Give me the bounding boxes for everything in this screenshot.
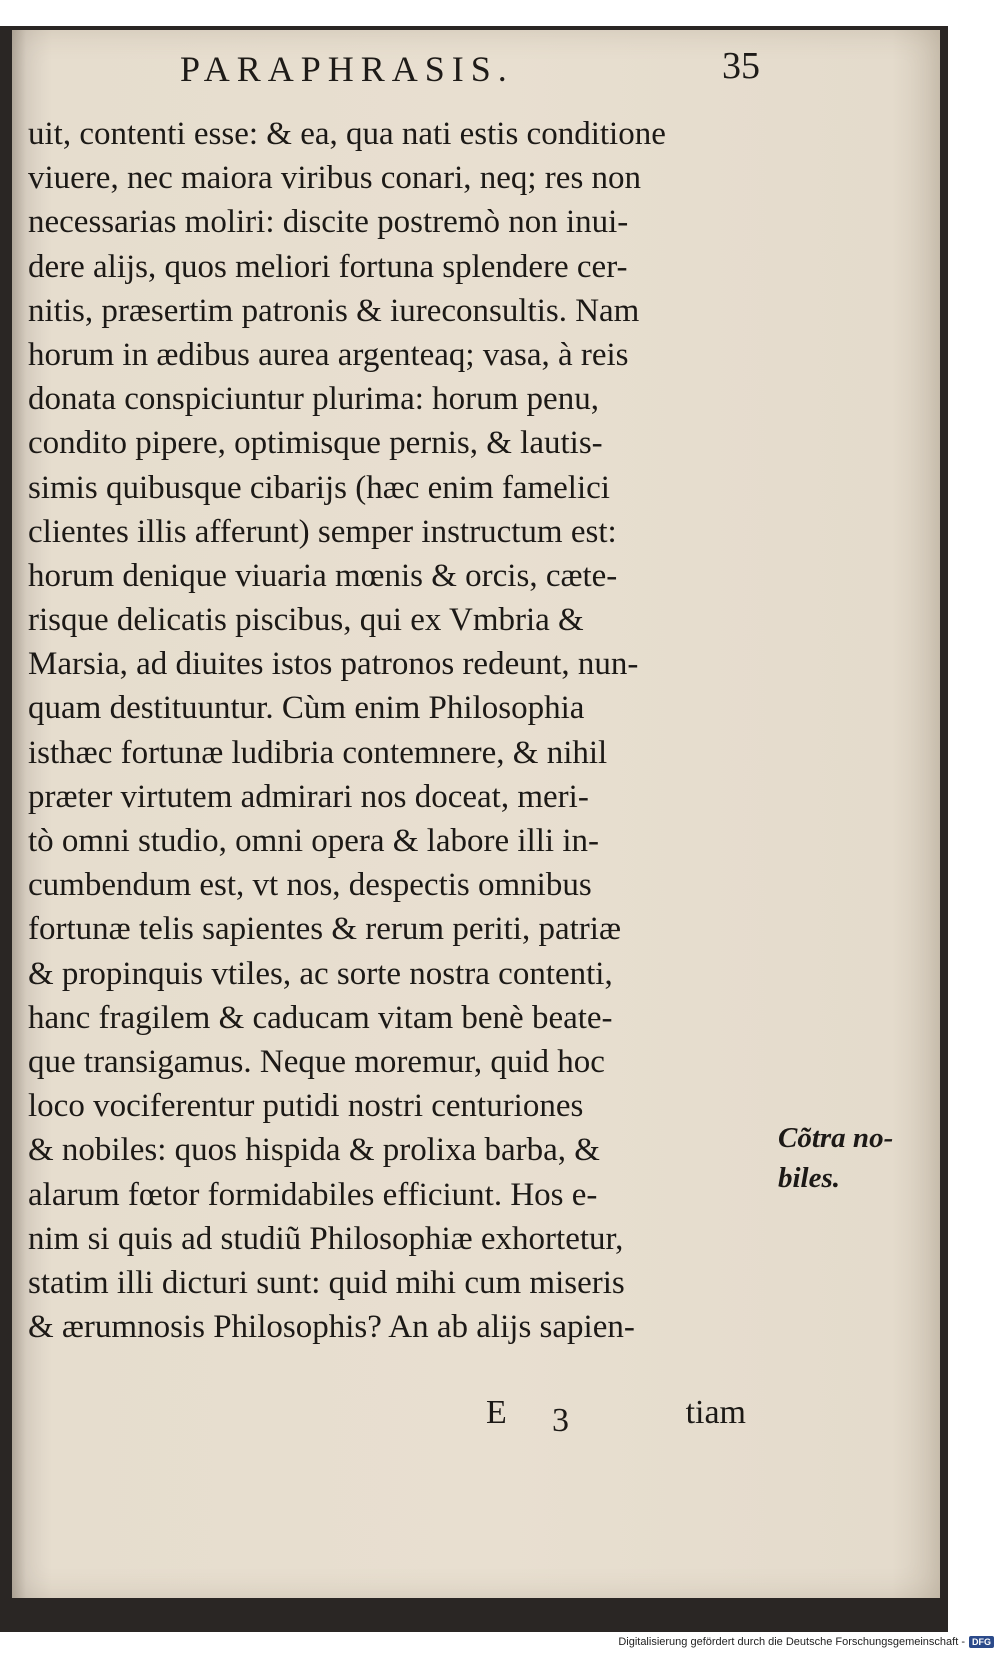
marginal-note xyxy=(778,1118,928,1198)
text-line: uit, contenti esse: & ea, qua nati estis conditione xyxy=(28,116,666,152)
text-line: nitis, præsertim patronis & iureconsultis. Nam xyxy=(28,292,640,329)
body-text xyxy=(28,112,748,1349)
digitization-credit xyxy=(618,1634,994,1650)
credit-text: Digitalisierung gefördert durch die Deutsche Forschungsgemeinschaft - xyxy=(618,1636,965,1648)
text-line: fortunæ telis sapientes & rerum periti, patriæ xyxy=(28,911,621,948)
text-line: horum in ædibus aurea argenteaq; vasa, à reis xyxy=(28,336,629,373)
dfg-logo: DFG xyxy=(969,1636,994,1648)
text-line: statim illi dicturi sunt: quid mihi cum miseris xyxy=(28,1264,625,1301)
catchline xyxy=(486,1394,746,1444)
marginal-note-line: Cõtra no- xyxy=(778,1122,894,1154)
running-title: PARAPHRASIS. xyxy=(180,49,514,89)
text-line: loco vociferentur putidi nostri centuriones xyxy=(28,1088,584,1125)
text-line: quam destituuntur. Cùm enim Philosophia xyxy=(28,690,585,727)
text-line: præter virtutem admirari nos doceat, meri- xyxy=(28,778,589,815)
page-number: 35 xyxy=(722,45,760,87)
text-line: condito pipere, optimisque pernis, & lautis- xyxy=(28,425,603,462)
text-line: simis quibusque cibarijs (hæc enim famelici xyxy=(28,469,610,506)
text-line: hanc fragilem & caducam vitam benè beate- xyxy=(28,999,613,1036)
signature-mark: E xyxy=(486,1394,507,1431)
text-line: necessarias moliri: discite postremò non inui- xyxy=(28,204,629,241)
text-line: & ærumnosis Philosophis? An ab alijs sapien- xyxy=(28,1309,635,1346)
marginal-note-line: biles. xyxy=(778,1162,841,1194)
text-line: viuere, nec maiora viribus conari, neq; res non xyxy=(28,160,642,197)
text-line: tò omni studio, omni opera & labore illi in- xyxy=(28,823,600,859)
text-line: Marsia, ad diuites istos patronos redeunt, nun- xyxy=(28,646,639,683)
text-line: & nobiles: quos hispida & prolixa barba, & xyxy=(28,1132,600,1169)
text-line: donata conspiciuntur plurima: horum penu, xyxy=(28,381,599,418)
catchword: tiam xyxy=(685,1394,746,1431)
signature-number: 3 xyxy=(552,1402,569,1439)
text-line: alarum fœtor formidabiles efficiunt. Hos e- xyxy=(28,1176,598,1213)
text-line: clientes illis afferunt) semper instructum est: xyxy=(28,513,617,550)
text-line: nim si quis ad studiũ Philosophiæ exhortetur, xyxy=(28,1220,624,1257)
text-line: cumbendum est, vt nos, despectis omnibus xyxy=(28,867,592,904)
text-line: horum denique viuaria mœnis & orcis, cæte- xyxy=(28,557,618,594)
text-line: que transigamus. Neque moremur, quid hoc xyxy=(28,1043,605,1080)
text-line: isthæc fortunæ ludibria contemnere, & nihil xyxy=(28,734,608,771)
text-line: & propinquis vtiles, ac sorte nostra contenti, xyxy=(28,955,613,992)
text-line: risque delicatis piscibus, qui ex Vmbria & xyxy=(28,602,584,639)
page-header xyxy=(180,44,760,104)
text-line: dere alijs, quos meliori fortuna splendere cer- xyxy=(28,248,628,285)
